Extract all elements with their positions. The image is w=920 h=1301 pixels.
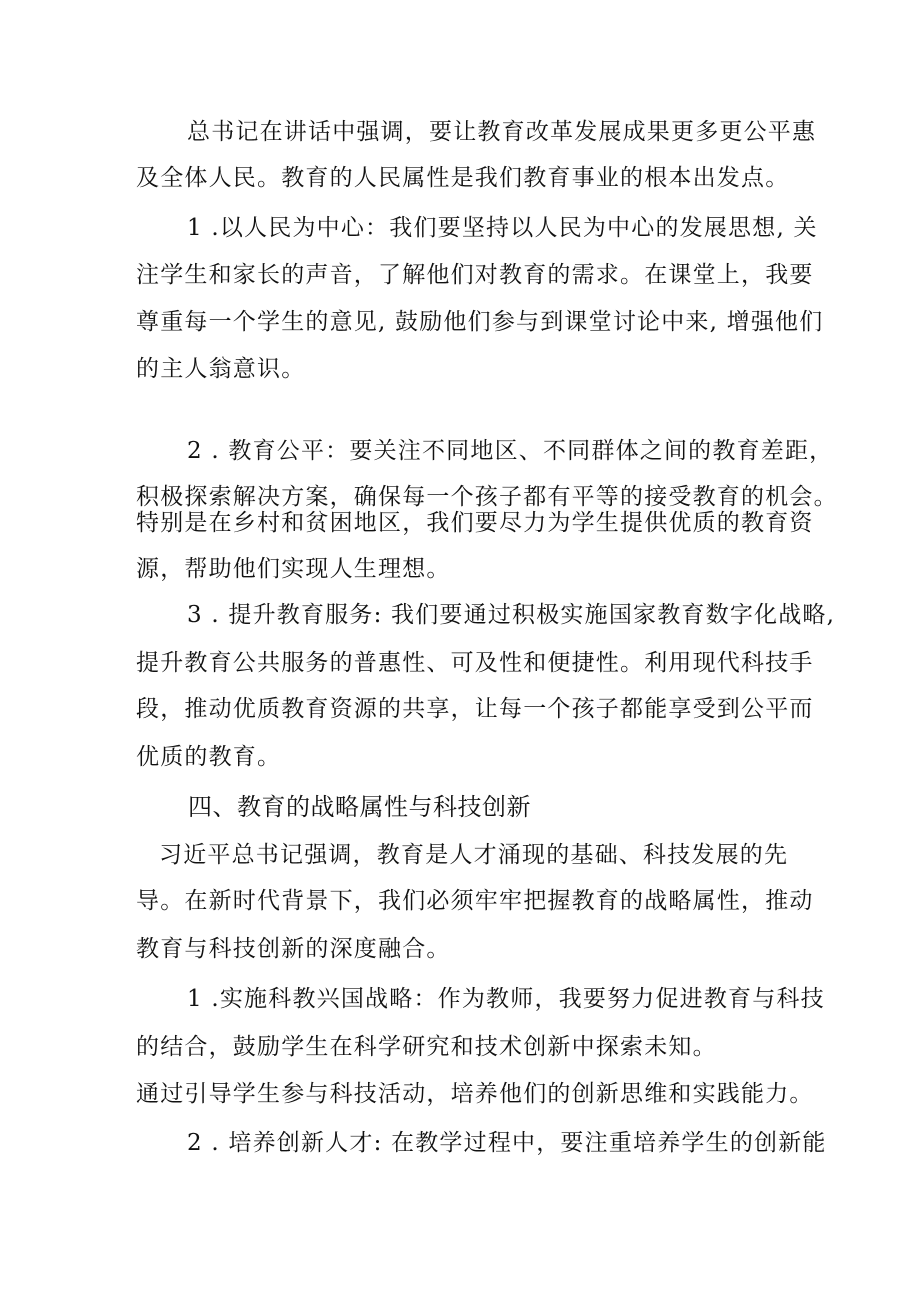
paragraph-line: 3 . 提升教育服务: 我们要通过积极实施国家教育数字化战略, (187, 602, 836, 628)
paragraph-line: 积极探索解决方案，确保每一个孩子都有平等的接受教育的机会。 (136, 484, 838, 510)
paragraph-line: 2 . 教育公平：要关注不同地区、不同群体之间的教育差距， (187, 438, 834, 464)
paragraph-line: 教育与科技创新的深度融合。 (136, 936, 451, 962)
paragraph-line: 尊重每一个学生的意见, 鼓励他们参与到课堂讨论中来, 增强他们 (136, 309, 824, 335)
paragraph-line: 1 .以人民为中心：我们要坚持以人民为中心的发展思想, 关 (187, 215, 818, 241)
paragraph-line: 总书记在讲话中强调，要让教育改革发展成果更多更公平惠 (187, 119, 817, 145)
paragraph-line: 习近平总书记强调，教育是人才涌现的基础、科技发展的先 (159, 842, 789, 868)
section-heading: 四、教育的战略属性与科技创新 (188, 793, 531, 821)
paragraph-line: 的结合，鼓励学生在科学研究和技术创新中探索未知。 (136, 1034, 717, 1060)
paragraph-line: 优质的教育。 (136, 744, 282, 770)
paragraph-line: 注学生和家长的声音，了解他们对教育的需求。在课堂上，我要 (136, 262, 814, 288)
paragraph-line: 的主人翁意识。 (136, 356, 306, 382)
paragraph-line: 提升教育公共服务的普惠性、可及性和便捷性。利用现代科技手 (136, 650, 814, 676)
paragraph-line: 导。在新时代背景下，我们必须牢牢把握教育的战略属性，推动 (136, 888, 814, 914)
paragraph-line: 2 . 培养创新人才: 在教学过程中，要注重培养学生的创新能 (187, 1130, 827, 1156)
paragraph-line: 及全体人民。教育的人民属性是我们教育事业的根本出发点。 (136, 165, 790, 191)
paragraph-line: 通过引导学生参与科技活动，培养他们的创新思维和实践能力。 (136, 1081, 814, 1107)
paragraph-line: 1 .实施科教兴国战略：作为教师，我要努力促进教育与科技 (187, 986, 825, 1012)
paragraph-line: 特别是在乡村和贫困地区，我们要尽力为学生提供优质的教育资 (136, 510, 814, 536)
paragraph-line: 源，帮助他们实现人生理想。 (136, 556, 451, 582)
paragraph-line: 段，推动优质教育资源的共享，让每一个孩子都能享受到公平而 (136, 696, 814, 722)
